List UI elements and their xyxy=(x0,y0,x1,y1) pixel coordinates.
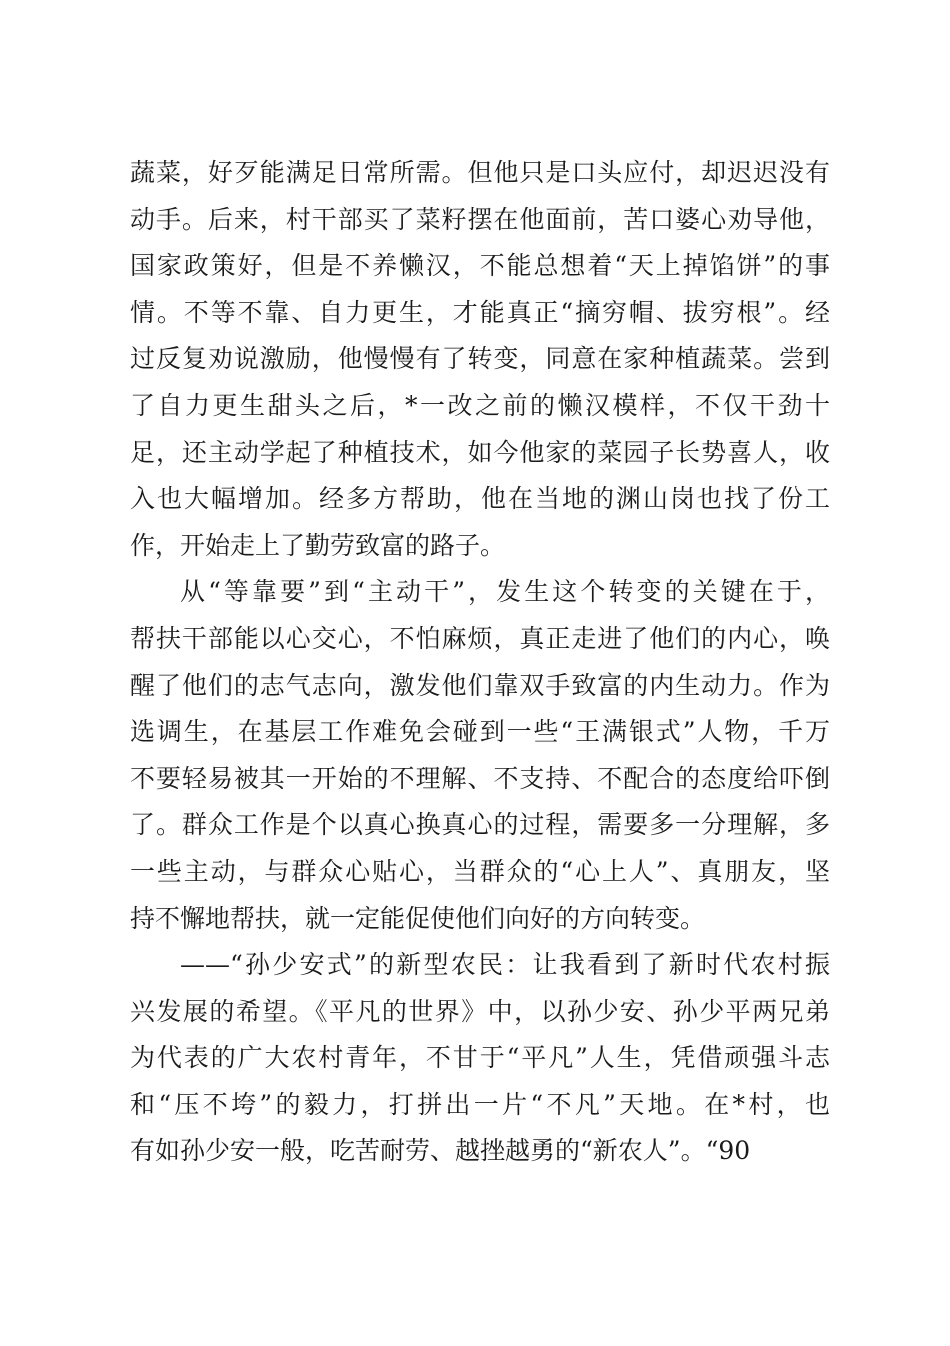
paragraph-2 xyxy=(130,569,830,942)
text-line: 从“等靠要”到“主动干”，发生这个转变的关键在于， xyxy=(180,577,830,607)
text-line: 一些主动，与群众心贴心，当群众的“心上人”、真朋友，坚 xyxy=(130,856,830,886)
paragraph-3 xyxy=(130,942,830,1175)
text-line: 入也大幅增加。经多方帮助，他在当地的渊山岗也找了份工 xyxy=(130,484,830,514)
text-line: 和“压不垮”的毅力，打拼出一片“不凡”天地。在*村，也 xyxy=(130,1089,831,1119)
text-line: 了自力更生甜头之后，*一改之前的懒汉模样，不仅干劲十 xyxy=(130,390,830,420)
body-text xyxy=(130,150,830,1175)
text-line: 有如孙少安一般，吃苦耐劳、越挫越勇的“新农人”。“90 xyxy=(130,1136,751,1166)
text-line: 醒了他们的志气志向，激发他们靠双手致富的内生动力。作为 xyxy=(130,670,830,700)
text-line: 国家政策好，但是不养懒汉，不能总想着“天上掉馅饼”的事 xyxy=(130,251,830,281)
text-line: 了。群众工作是个以真心换真心的过程，需要多一分理解，多 xyxy=(130,810,830,840)
text-line: 情。不等不靠、自力更生，才能真正“摘穷帽、拔穷根”。经 xyxy=(130,297,830,327)
text-line: 足，还主动学起了种植技术，如今他家的菜园子长势喜人，收 xyxy=(130,437,830,467)
text-line: 选调生，在基层工作难免会碰到一些“王满银式”人物，千万 xyxy=(130,717,830,747)
text-line: 为代表的广大农村青年，不甘于“平凡”人生，凭借顽强斗志 xyxy=(130,1043,830,1073)
text-line: ——“孙少安式”的新型农民：让我看到了新时代农村振 xyxy=(180,950,830,980)
text-line: 动手。后来，村干部买了菜籽摆在他面前，苦口婆心劝导他， xyxy=(130,204,830,234)
text-line: 作，开始走上了勤劳致富的路子。 xyxy=(130,530,506,560)
text-line: 持不懈地帮扶，就一定能促使他们向好的方向转变。 xyxy=(130,903,706,933)
text-line: 帮扶干部能以心交心，不怕麻烦，真正走进了他们的内心，唤 xyxy=(130,623,830,653)
text-line: 不要轻易被其一开始的不理解、不支持、不配合的态度给吓倒 xyxy=(130,763,830,793)
text-line: 蔬菜，好歹能满足日常所需。但他只是口头应付，却迟迟没有 xyxy=(130,158,830,187)
text-line: 兴发展的希望。《平凡的世界》中，以孙少安、孙少平两兄弟 xyxy=(130,996,830,1026)
text-line: 过反复劝说激励，他慢慢有了转变，同意在家种植蔬菜。尝到 xyxy=(130,344,830,374)
paragraph-1 xyxy=(130,150,830,569)
